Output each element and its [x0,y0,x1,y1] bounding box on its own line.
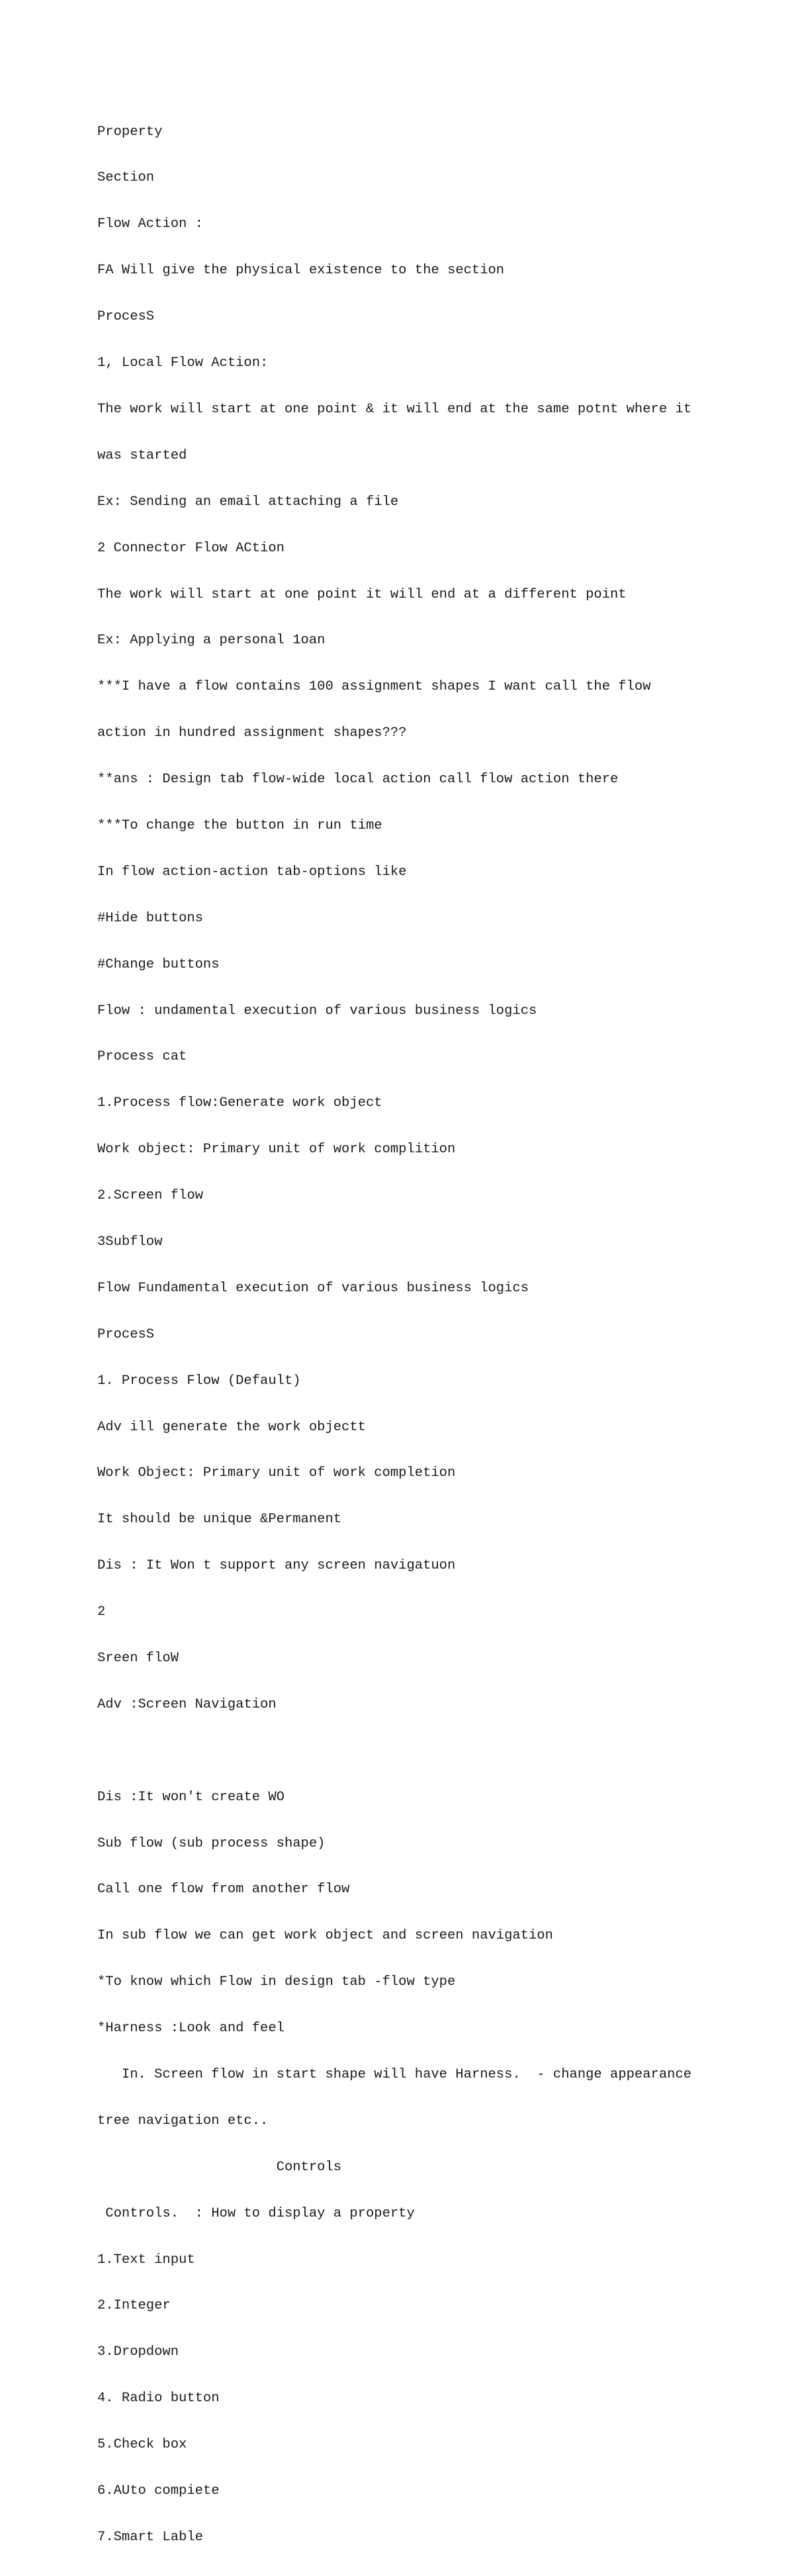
text-line: Sreen floW [97,1650,179,1666]
text-line: It should be unique &Permanent [97,1512,342,1528]
text-line: was started [97,447,187,463]
text-line: In flow action-action tab-options like [97,864,407,880]
text-line: ProcesS [97,1326,155,1342]
list-item: 2.Integer [97,2298,171,2314]
text-line: ***I have a flow contains 100 assignment shapes I want call the flow [97,679,651,695]
text-line: FA Will give the physical existence to the section [97,263,505,279]
list-item: 4. Radio button [97,2391,220,2407]
text-line: Property [97,124,163,140]
blank-line [97,1743,732,1759]
text-line: *To know which Flow in design tab -flow type [97,1974,456,1990]
text-line: 3Subflow [97,1234,163,1250]
text-line: Sub flow (sub process shape) [97,1835,326,1851]
text-line: Flow Fundamental execution of various business logics [97,1280,529,1296]
text-line: Flow Action : [97,216,203,232]
text-line: 1, Local Flow Action: [97,355,269,371]
text-line: Process cat [97,1049,187,1065]
text-line: Work Object: Primary unit of work completion [97,1465,456,1481]
text-line: In sub flow we can get work object and screen navigation [97,1928,553,1944]
text-line: Dis :It won't create WO [97,1789,285,1805]
text-line: Ex: Applying a personal 1oan [97,633,326,649]
text-line: Dis : It Won t support any screen navigatuon [97,1558,456,1574]
text-line: 1.Process flow:Generate work object [97,1095,382,1111]
section-heading: Controls [97,2159,342,2175]
text-line: ***To change the button in run time [97,817,382,833]
document-text [97,93,732,2576]
text-line: 1. Process Flow (Default) [97,1373,301,1389]
text-line: 2 Connector Flow ACtion [97,540,285,556]
text-line: ProcesS [97,309,155,325]
text-line: 2.Screen flow [97,1188,203,1204]
text-line: Adv ill generate the work objectt [97,1419,366,1435]
text-line: action in hundred assignment shapes??? [97,725,407,741]
text-line: Controls. : How to display a property [97,2205,415,2221]
list-item: 1.Text input [97,2252,195,2268]
text-line: #Change buttons [97,956,220,972]
text-line: *Harness :Look and feel [97,2021,285,2037]
text-line: Section [97,170,155,186]
text-line: **ans : Design tab flow-wide local action call flow action there [97,772,619,788]
list-item: 7.Smart Lable [97,2529,203,2545]
text-line: In. Screen flow in start shape will have Harness. - change appearance [97,2067,692,2082]
list-item: 3.Dropdown [97,2344,179,2360]
list-item: 6.AUto compiete [97,2483,220,2499]
text-line: 2 [97,1604,106,1620]
text-line: Ex: Sending an email attaching a file [97,494,399,510]
text-line: Call one flow from another flow [97,1882,350,1898]
text-line: The work will start at one point & it will end at the same potnt where it [97,401,692,417]
text-line: Flow : undamental execution of various business logics [97,1003,537,1019]
text-line: Adv :Screen Navigation [97,1696,277,1712]
text-line: The work will start at one point it will end at a different point [97,586,627,602]
text-line: Work object: Primary unit of work complition [97,1142,456,1158]
text-line: tree navigation etc.. [97,2113,269,2129]
text-line: #Hide buttons [97,910,203,926]
list-item: 5.Check box [97,2437,187,2453]
